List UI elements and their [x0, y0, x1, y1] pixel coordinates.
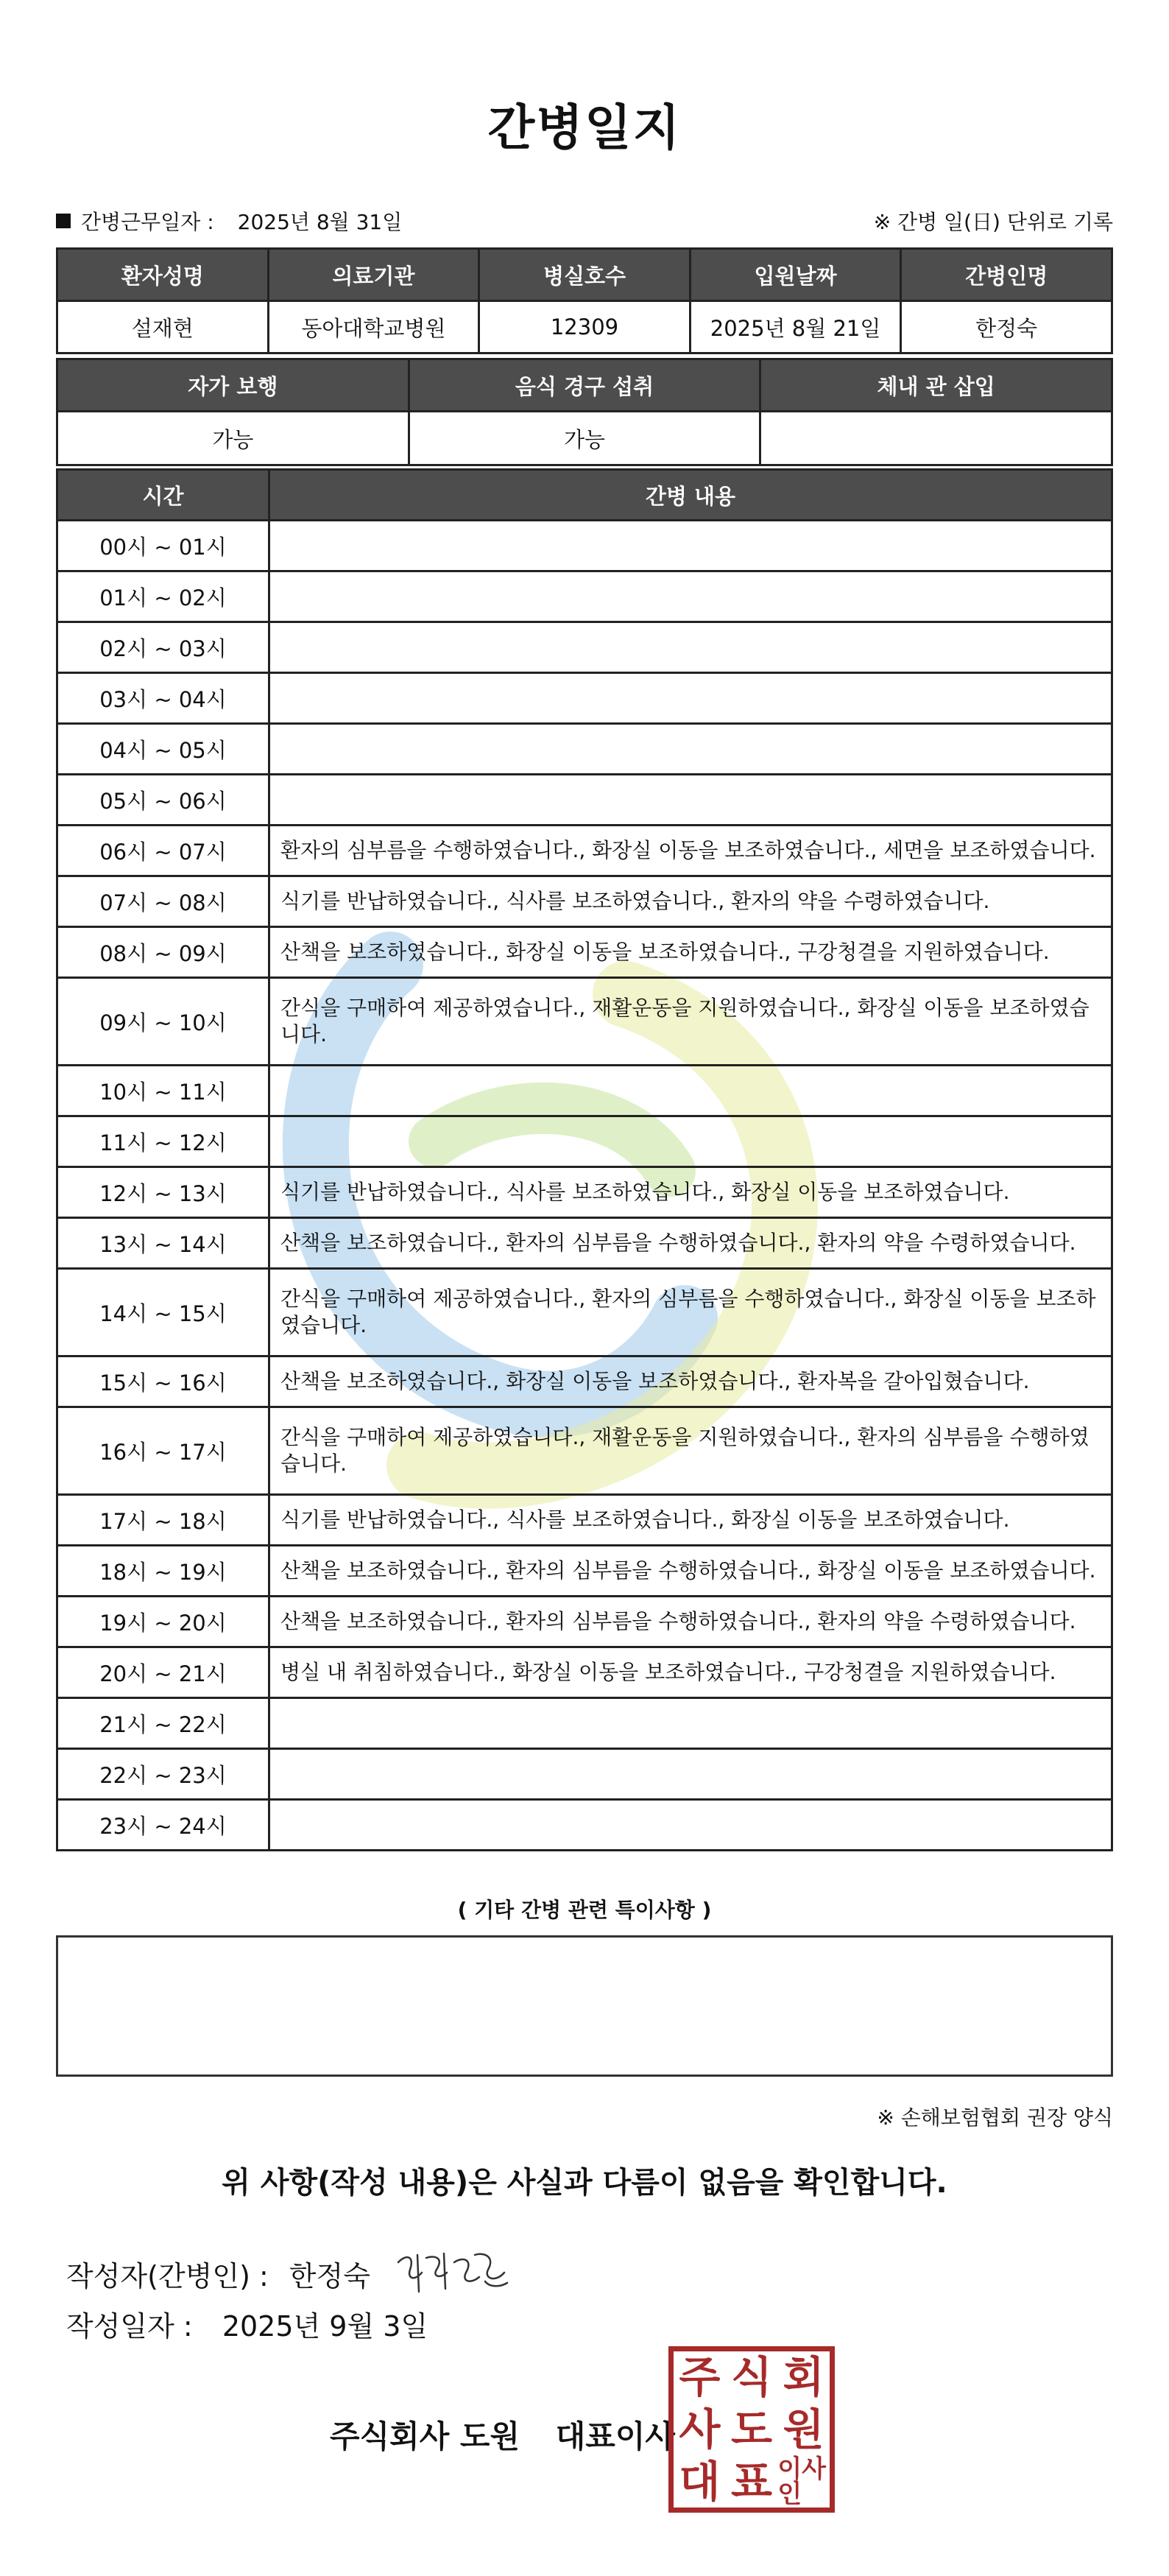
header-care-content: 간병 내용: [269, 470, 1112, 521]
log-note: [269, 1749, 1112, 1800]
log-time: 21시 ~ 22시: [57, 1698, 269, 1749]
status-header-row: [57, 359, 1112, 412]
company-seal-stamp: [668, 2346, 835, 2513]
log-note: [269, 724, 1112, 775]
log-row: [57, 622, 1112, 673]
tube-insertion-value: [760, 412, 1112, 465]
seal-char: 주: [679, 2352, 721, 2403]
log-note: 식기를 반납하였습니다., 식사를 보조하였습니다., 화장실 이동을 보조하였습니다.: [269, 1167, 1112, 1218]
log-row: [57, 1356, 1112, 1407]
seal-char: 식: [730, 2352, 772, 2403]
header-time: 시간: [57, 470, 269, 521]
special-notes-box: [56, 1935, 1113, 2077]
patient-status-table: [56, 358, 1113, 466]
header-self-walking: 자가 보행: [57, 359, 409, 412]
log-note: [269, 673, 1112, 724]
header-oral-intake: 음식 경구 섭취: [409, 359, 760, 412]
log-note: [269, 571, 1112, 622]
writer-line: [66, 2240, 518, 2306]
seal-char: 도: [730, 2404, 772, 2454]
work-date-line: [56, 206, 402, 236]
header-hospital: 의료기관: [268, 249, 479, 301]
bullet-square-icon: [56, 214, 71, 228]
admission-date: 2025년 8월 21일: [690, 301, 901, 353]
status-value-row: [57, 412, 1112, 465]
log-row: [57, 571, 1112, 622]
log-row: [57, 927, 1112, 978]
form-source-note: ※ 손해보험협회 권장 양식: [877, 2105, 1113, 2130]
self-walking-value: 가능: [57, 412, 409, 465]
log-note: [269, 1698, 1112, 1749]
log-note: 식기를 반납하였습니다., 식사를 보조하였습니다., 환자의 약을 수령하였습니다.: [269, 876, 1112, 927]
log-note: 산책을 보조하였습니다., 화장실 이동을 보조하였습니다., 구강청결을 지원하였습니다.: [269, 927, 1112, 978]
log-time: 14시 ~ 15시: [57, 1269, 269, 1356]
log-row: [57, 521, 1112, 571]
log-row: [57, 1269, 1112, 1356]
log-note: 간식을 구매하여 제공하였습니다., 환자의 심부름을 수행하였습니다., 화장실 이동을 보조하였습니다.: [269, 1269, 1112, 1356]
log-time: 12시 ~ 13시: [57, 1167, 269, 1218]
writer-label: 작성자(간병인) :: [66, 2259, 269, 2292]
write-date-value: 2025년 9월 3일: [222, 2310, 428, 2343]
log-note: 식기를 반납하였습니다., 식사를 보조하였습니다., 화장실 이동을 보조하였습니다.: [269, 1495, 1112, 1546]
log-row: [57, 1800, 1112, 1851]
log-time: 00시 ~ 01시: [57, 521, 269, 571]
seal-char: 회: [783, 2352, 824, 2403]
log-time: 19시 ~ 20시: [57, 1597, 269, 1647]
log-time: 10시 ~ 11시: [57, 1066, 269, 1116]
header-tube-insertion: 체내 관 삽입: [760, 359, 1112, 412]
work-date-value: 2025년 8월 31일: [237, 210, 403, 234]
log-row: [57, 1749, 1112, 1800]
log-row: [57, 1495, 1112, 1546]
log-note: [269, 1116, 1112, 1167]
writer-name: 한정숙: [289, 2259, 370, 2292]
patient-info-table: [56, 247, 1113, 354]
header-caregiver: 간병인명: [901, 249, 1112, 301]
log-row: [57, 1218, 1112, 1269]
log-row: [57, 724, 1112, 775]
log-row: [57, 826, 1112, 876]
header-admission-date: 입원날짜: [690, 249, 901, 301]
log-row: [57, 1066, 1112, 1116]
company-name: 주식회사 도원: [330, 2418, 520, 2454]
log-note: 간식을 구매하여 제공하였습니다., 재활운동을 지원하였습니다., 환자의 심부름을 수행하였습니다.: [269, 1407, 1112, 1495]
work-date-label: 간병근무일자 :: [81, 210, 214, 234]
record-rule-note: ※ 간병 일(日) 단위로 기록: [873, 210, 1113, 234]
header-patient-name: 환자성명: [57, 249, 269, 301]
log-header-row: [57, 470, 1112, 521]
log-time: 06시 ~ 07시: [57, 826, 269, 876]
log-time: 05시 ~ 06시: [57, 775, 269, 826]
company-signature: [330, 2413, 675, 2457]
log-note: 환자의 심부름을 수행하였습니다., 화장실 이동을 보조하였습니다., 세면을 보조하였습니다.: [269, 826, 1112, 876]
write-date-line: [66, 2304, 428, 2344]
hospital-name: 동아대학교병원: [268, 301, 479, 353]
log-time: 01시 ~ 02시: [57, 571, 269, 622]
write-date-label: 작성일자 :: [66, 2310, 193, 2343]
log-row: [57, 673, 1112, 724]
log-time: 20시 ~ 21시: [57, 1647, 269, 1698]
log-time: 09시 ~ 10시: [57, 978, 269, 1066]
log-note: 산책을 보조하였습니다., 화장실 이동을 보조하였습니다., 환자복을 갈아입혔습니다.: [269, 1356, 1112, 1407]
log-time: 22시 ~ 23시: [57, 1749, 269, 1800]
log-time: 13시 ~ 14시: [57, 1218, 269, 1269]
log-row: [57, 1546, 1112, 1597]
log-time: 23시 ~ 24시: [57, 1800, 269, 1851]
log-time: 15시 ~ 16시: [57, 1356, 269, 1407]
log-note: 산책을 보조하였습니다., 환자의 심부름을 수행하였습니다., 화장실 이동을 보조하였습니다.: [269, 1546, 1112, 1597]
seal-char: 이사인: [777, 2454, 827, 2509]
log-row: [57, 1647, 1112, 1698]
log-note: [269, 622, 1112, 673]
seal-char: 원: [783, 2404, 824, 2454]
log-time: 04시 ~ 05시: [57, 724, 269, 775]
company-representative: 대표이사: [555, 2418, 675, 2454]
log-note: [269, 521, 1112, 571]
log-note: 산책을 보조하였습니다., 환자의 심부름을 수행하였습니다., 환자의 약을 수령하였습니다.: [269, 1218, 1112, 1269]
log-note: 산책을 보조하였습니다., 환자의 심부름을 수행하였습니다., 환자의 약을 수령하였습니다.: [269, 1597, 1112, 1647]
log-time: 02시 ~ 03시: [57, 622, 269, 673]
patient-name: 설재현: [57, 301, 269, 353]
oral-intake-value: 가능: [409, 412, 760, 465]
caregiver-name: 한정숙: [901, 301, 1112, 353]
log-note: 간식을 구매하여 제공하였습니다., 재활운동을 지원하였습니다., 화장실 이동을 보조하였습니다.: [269, 978, 1112, 1066]
room-number: 12309: [479, 301, 691, 353]
log-row: [57, 1407, 1112, 1495]
special-notes-title: ( 기타 간병 관련 특이사항 ): [457, 1898, 712, 1922]
log-note: [269, 1800, 1112, 1851]
log-time: 07시 ~ 08시: [57, 876, 269, 927]
log-time: 18시 ~ 19시: [57, 1546, 269, 1597]
log-time: 03시 ~ 04시: [57, 673, 269, 724]
patient-header-row: [57, 249, 1112, 301]
log-note: [269, 1066, 1112, 1116]
patient-value-row: [57, 301, 1112, 353]
seal-char: 표: [730, 2456, 772, 2507]
log-time: 08시 ~ 09시: [57, 927, 269, 978]
log-note: [269, 775, 1112, 826]
header-room: 병실호수: [479, 249, 691, 301]
log-row: [57, 1597, 1112, 1647]
confirmation-statement: 위 사항(작성 내용)은 사실과 다름이 없음을 확인합니다.: [222, 2166, 947, 2200]
care-log-table: [56, 468, 1113, 1851]
log-time: 17시 ~ 18시: [57, 1495, 269, 1546]
log-time: 11시 ~ 12시: [57, 1116, 269, 1167]
log-row: [57, 775, 1112, 826]
log-row: [57, 978, 1112, 1066]
log-row: [57, 1116, 1112, 1167]
handwritten-signature: [392, 2240, 518, 2306]
log-row: [57, 876, 1112, 927]
log-note: 병실 내 취침하였습니다., 화장실 이동을 보조하였습니다., 구강청결을 지원하였습니다.: [269, 1647, 1112, 1698]
seal-char: 사: [679, 2404, 721, 2454]
log-row: [57, 1167, 1112, 1218]
log-time: 16시 ~ 17시: [57, 1407, 269, 1495]
log-row: [57, 1698, 1112, 1749]
document-title: 간병일지: [487, 99, 682, 156]
seal-char: 대: [679, 2456, 721, 2507]
